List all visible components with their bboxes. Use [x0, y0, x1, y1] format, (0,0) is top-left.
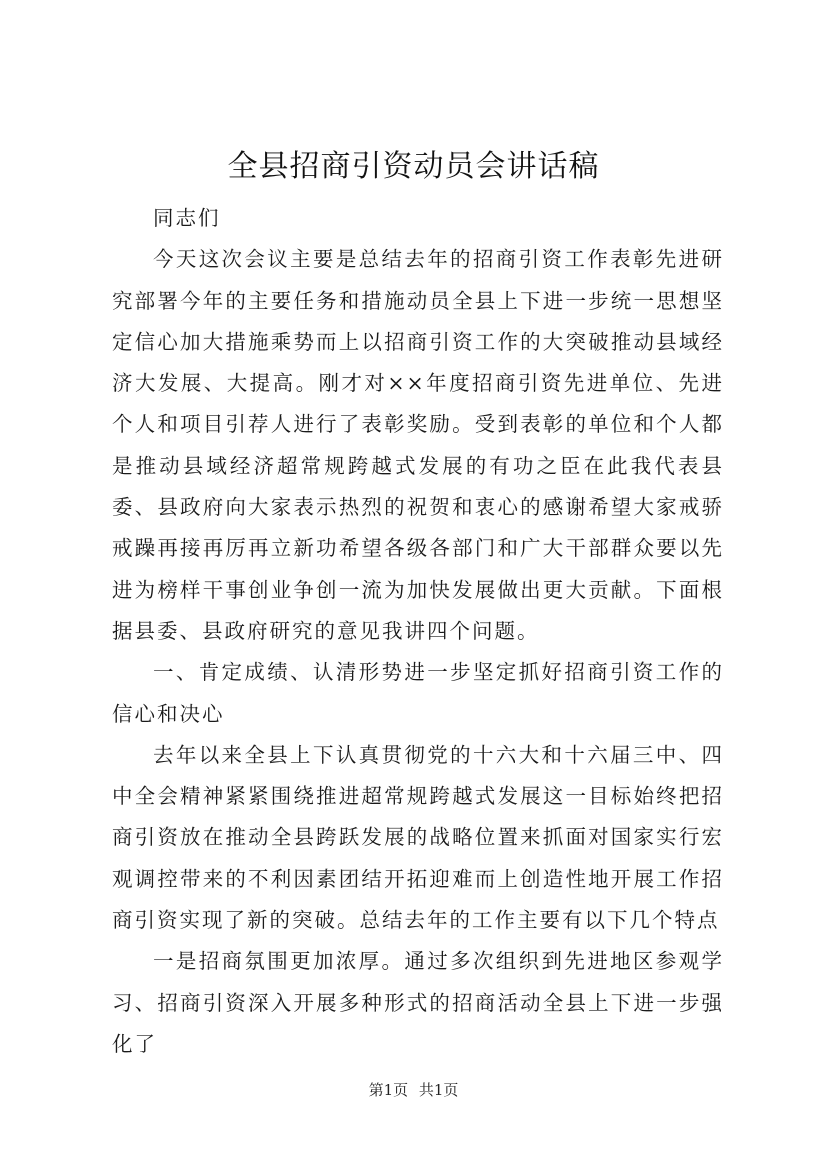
page-footer — [0, 1080, 827, 1100]
page-total: 共1页 — [418, 1081, 459, 1099]
document-body — [112, 198, 724, 1065]
point-one-paragraph: 一是招商氛围更加浓厚。通过多次组织到先进地区参观学习、招商引资深入开展多种形式的招商活动全县上下进一步强化了 — [112, 949, 724, 1056]
document-title: 全县招商引资动员会讲话稿 — [227, 149, 600, 184]
intro-paragraph: 今天这次会议主要是总结去年的招商引资工作表彰先进研究部署今年的主要任务和措施动员全县上下进一步统一思想坚定信心加大措施乘势而上以招商引资工作的大突破推动县域经济大发展、大提高。刚才对××年度招商引资先进单位、先进个人和项目引荐人进行了表彰奖励。受到表彰的单位和个人都是推动县域经济超常规跨越式发展的有功之臣在此我代表县委、县政府向大家表示热烈的祝贺和衷心的感谢希望大家戒骄戒躁再接再厉再立新功希望各级各部门和广大干部群众要以先进为榜样干事创业争创一流为加快发展做出更大贡献。下面根据县委、县政府研究的意见我讲四个问题。 — [112, 247, 724, 643]
achievements-paragraph: 去年以来全县上下认真贯彻党的十六大和十六届三中、四中全会精神紧紧围绕推进超常规跨越式发展这一目标始终把招商引资放在推动全县跨跃发展的战略位置来抓面对国家实行宏观调控带来的不利因素团结开拓迎难而上创造性地开展工作招商引资实现了新的突破。总结去年的工作主要有以下几个特点 — [112, 742, 724, 933]
page-number: 第1页 — [368, 1081, 409, 1099]
salutation-paragraph: 同志们 — [153, 206, 221, 230]
section-heading-one: 一、肯定成绩、认清形势进一步坚定抓好招商引资工作的信心和决心 — [112, 660, 724, 726]
